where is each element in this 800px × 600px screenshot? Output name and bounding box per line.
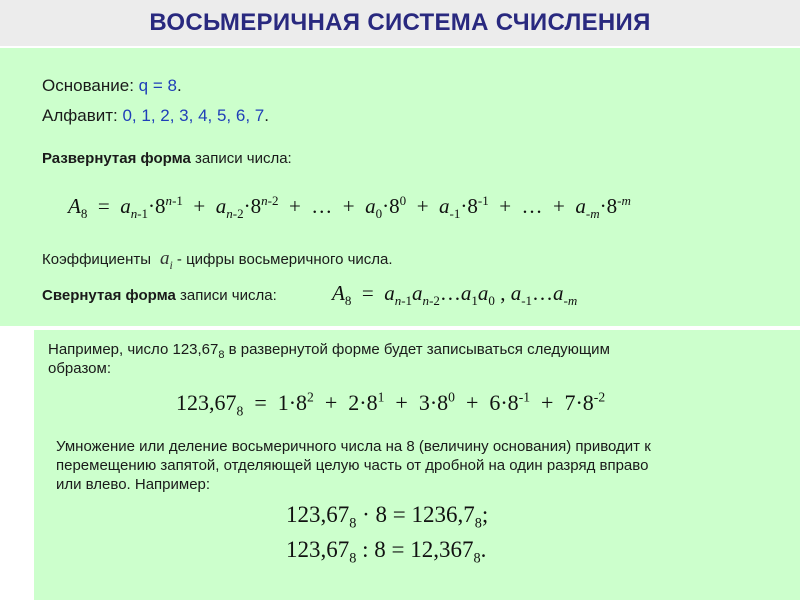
- base-label: Основание:: [42, 76, 139, 95]
- base-value: q = 8: [138, 76, 177, 95]
- example-formula: $123,67_8 = 1\cdot 8^2 + 2\cdot 8^1 + 3\cdot 8^0 + 6\cdot 8^{-1} + 7\cdot 8^{-2}$: [176, 389, 606, 419]
- alphabet-label: Алфавит:: [42, 106, 123, 125]
- collapsed-form-rest: записи числа:: [175, 287, 277, 304]
- example-intro-sub: 8: [218, 349, 225, 361]
- expanded-form-bold: Развернутая форма: [42, 150, 191, 167]
- expanded-form-heading: [42, 150, 292, 167]
- coefficients-after: - цифры восьмеричного числа.: [172, 251, 393, 268]
- collapsed-form-bold: Свернутая форма: [42, 287, 176, 304]
- alphabet-end: .: [264, 106, 269, 125]
- multiplication-line-3: или влево. Например:: [56, 476, 211, 493]
- example-intro-after: в развернутой форме будет записываться следующим: [224, 341, 610, 358]
- example-intro-before: Например, число 123,67: [48, 341, 219, 358]
- multiplication-line-1: Умножение или деление восьмеричного числа на 8 (величину основания) приводит к: [56, 438, 651, 455]
- multiplication-formula: $123,67_8 \cdot 8 = 1236,7_8$;: [286, 502, 489, 532]
- multiplication-line-2: перемещению запятой, отделяющей целую часть от дробной на один разряд вправо: [56, 457, 649, 474]
- division-formula: $123,67_8$ : $8 = 12,367_8$.: [286, 537, 487, 567]
- coefficients-before: Коэффициенты: [42, 251, 156, 268]
- expanded-form-rest: записи числа:: [190, 150, 292, 167]
- multiplication-paragraph: [56, 437, 786, 494]
- base-line: [42, 76, 182, 96]
- base-end: .: [176, 76, 182, 95]
- slide-title: ВОСЬМЕРИЧНАЯ СИСТЕМА СЧИСЛЕНИЯ: [0, 0, 800, 46]
- example-intro-line2: образом:: [48, 360, 111, 377]
- alphabet-line: [42, 106, 269, 126]
- example-intro-line1: [48, 341, 610, 361]
- coefficients-line: [42, 248, 393, 270]
- collapsed-form-heading: [42, 287, 277, 304]
- collapsed-formula: $A_8$ = $a_{n-1}a_{n-2}\dots a_1a_0$ , $a_{-1}\dots a_{-m}$: [332, 281, 578, 309]
- alphabet-value: 0, 1, 2, 3, 4, 5, 6, 7: [122, 106, 265, 125]
- coefficient-symbol: $a_i$: [155, 248, 173, 272]
- expanded-formula: $A_8 = a_{n-1}\cdot 8^{n-1} + a_{n-2}\cdot 8^{n-2}$ + … + $a_0\cdot 8^0 + a_{-1}\cdot 8^{-1}$ + … + $a_{-m}\cdot 8^{-m}$: [68, 193, 631, 222]
